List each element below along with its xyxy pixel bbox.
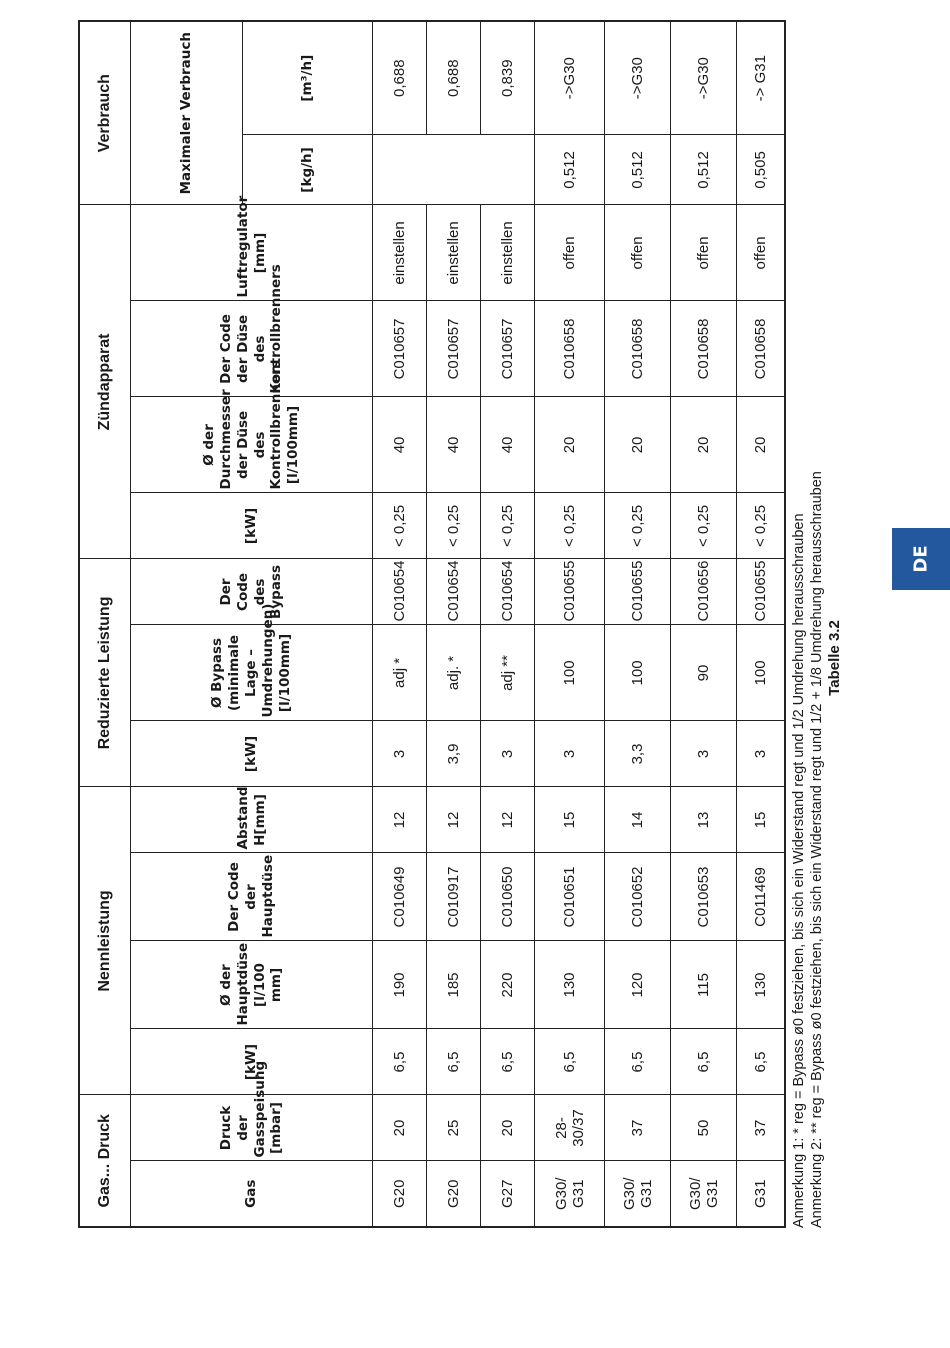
- cell-bcode: C010656: [671, 559, 737, 625]
- cell-abstand: 13: [671, 787, 737, 853]
- cell-hd: 120: [605, 941, 671, 1029]
- cell-luft: offen: [605, 205, 671, 301]
- cell-kgh: 0,512: [671, 135, 737, 205]
- cell-kw1: 6,5: [427, 1029, 481, 1095]
- cell-m3h: ->G30: [671, 21, 737, 135]
- language-label: DE: [910, 545, 932, 573]
- table-row: [737, 21, 785, 1227]
- cell-kcode: C010657: [373, 301, 427, 397]
- header-kw-zund: [kW]: [131, 493, 373, 559]
- header-luftregulator: Luftregulator [mm]: [131, 205, 373, 301]
- cell-kw3: < 0,25: [737, 493, 785, 559]
- header-maximaler-verbrauch: Maximaler Verbrauch: [131, 21, 243, 205]
- header-kontrollbrenner-code: Der Code der Düse des Kontrollbrenners: [131, 301, 373, 397]
- cell-druck: 37: [737, 1095, 785, 1161]
- header-m3h: [m³/h]: [243, 21, 373, 135]
- table-caption: Tabelle 3.2: [825, 620, 843, 696]
- cell-gas: G20: [427, 1161, 481, 1227]
- cell-hcode: C010649: [373, 853, 427, 941]
- cell-hcode: C010653: [671, 853, 737, 941]
- cell-m3h: ->G30: [605, 21, 671, 135]
- cell-bypass: adj **: [481, 625, 535, 721]
- cell-m3h: 0,688: [373, 21, 427, 135]
- cell-bypass: adj. *: [427, 625, 481, 721]
- cell-kw3: < 0,25: [605, 493, 671, 559]
- cell-kd: 20: [535, 397, 605, 493]
- header-kw-reduziert: [kW]: [131, 721, 373, 787]
- cell-gas: G20: [373, 1161, 427, 1227]
- cell-kw1: 6,5: [481, 1029, 535, 1095]
- cell-hd: 130: [535, 941, 605, 1029]
- cell-hcode: C010651: [535, 853, 605, 941]
- cell-hd: 115: [671, 941, 737, 1029]
- cell-abstand: 14: [605, 787, 671, 853]
- cell-kw2: 3: [481, 721, 535, 787]
- cell-hcode: C010652: [605, 853, 671, 941]
- header-kgh: [kg/h]: [243, 135, 373, 205]
- cell-bypass: adj *: [373, 625, 427, 721]
- cell-abstand: 15: [737, 787, 785, 853]
- language-badge: [892, 528, 950, 590]
- cell-kd: 40: [427, 397, 481, 493]
- gas-table: [78, 20, 786, 1228]
- cell-bypass: 100: [737, 625, 785, 721]
- header-kw-nenn: [kW]: [131, 1029, 373, 1095]
- note-1: Anmerkung 1: * reg = Bypass ø0 festziehen, bis sich ein Widerstand regt und 1/2 Umdrehung herausschrauben: [790, 513, 807, 1228]
- header-bypass-code: Der Code des Bypass: [131, 559, 373, 625]
- cell-m3h: 0,839: [481, 21, 535, 135]
- cell-m3h: 0,688: [427, 21, 481, 135]
- note-2: Anmerkung 2: ** reg = Bypass ø0 festziehen, bis sich ein Widerstand regt und 1/2 + 1/8 Umdrehung herausschrauben: [808, 471, 825, 1228]
- cell-kw3: < 0,25: [373, 493, 427, 559]
- cell-kcode: C010658: [605, 301, 671, 397]
- cell-bcode: C010655: [737, 559, 785, 625]
- cell-gas: G30/ G31: [535, 1161, 605, 1227]
- group-verbrauch: Verbrauch: [79, 21, 131, 205]
- cell-druck: 20: [481, 1095, 535, 1161]
- cell-bypass: 100: [535, 625, 605, 721]
- cell-hcode: C011469: [737, 853, 785, 941]
- cell-kw1: 6,5: [373, 1029, 427, 1095]
- header-hauptduese-durchmesser: Ø der Hauptdüse [l/100 mm]: [131, 941, 373, 1029]
- header-hauptduese-code: Der Code der Hauptdüse: [131, 853, 373, 941]
- cell-kd: 20: [671, 397, 737, 493]
- cell-hd: 190: [373, 941, 427, 1029]
- group-nennleistung: Nennleistung: [79, 787, 131, 1095]
- header-bypass-durchmesser: Ø Bypass (minimale Lage – Umdrehungen) [l/100mm]: [131, 625, 373, 721]
- cell-bcode: C010655: [605, 559, 671, 625]
- cell-kcode: C010658: [535, 301, 605, 397]
- cell-kd: 20: [737, 397, 785, 493]
- cell-kd: 40: [481, 397, 535, 493]
- cell-luft: einstellen: [373, 205, 427, 301]
- cell-hd: 185: [427, 941, 481, 1029]
- cell-druck: 28-30/37: [535, 1095, 605, 1161]
- cell-kcode: C010658: [737, 301, 785, 397]
- group-zundapparat: Zündapparat: [79, 205, 131, 559]
- cell-luft: offen: [535, 205, 605, 301]
- cell-abstand: 12: [481, 787, 535, 853]
- cell-gas: G30/ G31: [605, 1161, 671, 1227]
- cell-kgh: [373, 135, 535, 205]
- cell-kw2: 3: [671, 721, 737, 787]
- cell-kw3: < 0,25: [481, 493, 535, 559]
- cell-gas: G31: [737, 1161, 785, 1227]
- cell-m3h: ->G30: [535, 21, 605, 135]
- cell-abstand: 15: [535, 787, 605, 853]
- cell-kcode: C010658: [671, 301, 737, 397]
- cell-kw3: < 0,25: [671, 493, 737, 559]
- cell-bypass: 100: [605, 625, 671, 721]
- table-row: [535, 21, 605, 1227]
- cell-druck: 20: [373, 1095, 427, 1161]
- cell-kd: 20: [605, 397, 671, 493]
- cell-abstand: 12: [427, 787, 481, 853]
- cell-luft: einstellen: [481, 205, 535, 301]
- group-reduzierte-leistung: Reduzierte Leistung: [79, 559, 131, 787]
- cell-kw3: < 0,25: [427, 493, 481, 559]
- cell-bcode: C010654: [427, 559, 481, 625]
- cell-kgh: 0,512: [605, 135, 671, 205]
- cell-kw2: 3: [373, 721, 427, 787]
- group-gas-druck: Gas... Druck: [79, 1095, 131, 1227]
- cell-kd: 40: [373, 397, 427, 493]
- table-row: [373, 21, 427, 1227]
- header-gas: Gas: [131, 1161, 373, 1227]
- cell-m3h: -> G31: [737, 21, 785, 135]
- cell-kcode: C010657: [427, 301, 481, 397]
- cell-luft: offen: [737, 205, 785, 301]
- table-body: [373, 21, 785, 1227]
- cell-hd: 130: [737, 941, 785, 1029]
- rotated-table-panel: [78, 31, 843, 1228]
- table-row: [671, 21, 737, 1227]
- cell-kw2: 3: [737, 721, 785, 787]
- cell-kw1: 6,5: [535, 1029, 605, 1095]
- cell-kw2: 3,3: [605, 721, 671, 787]
- cell-druck: 37: [605, 1095, 671, 1161]
- cell-kcode: C010657: [481, 301, 535, 397]
- cell-bypass: 90: [671, 625, 737, 721]
- cell-hcode: C010917: [427, 853, 481, 941]
- notes: [790, 88, 826, 1228]
- cell-luft: einstellen: [427, 205, 481, 301]
- cell-bcode: C010654: [481, 559, 535, 625]
- cell-kw2: 3,9: [427, 721, 481, 787]
- cell-kw3: < 0,25: [535, 493, 605, 559]
- cell-druck: 50: [671, 1095, 737, 1161]
- header-abstand: Abstand H[mm]: [131, 787, 373, 853]
- cell-gas: G30/ G31: [671, 1161, 737, 1227]
- cell-kw1: 6,5: [605, 1029, 671, 1095]
- cell-luft: offen: [671, 205, 737, 301]
- cell-hcode: C010650: [481, 853, 535, 941]
- header-kontrollbrenner-durchmesser: Ø der Durchmesser der Düse des Kontrollbrenners [l/100mm]: [131, 397, 373, 493]
- cell-bcode: C010655: [535, 559, 605, 625]
- cell-hd: 220: [481, 941, 535, 1029]
- cell-kw2: 3: [535, 721, 605, 787]
- cell-abstand: 12: [373, 787, 427, 853]
- cell-druck: 25: [427, 1095, 481, 1161]
- cell-kw1: 6,5: [737, 1029, 785, 1095]
- cell-kw1: 6,5: [671, 1029, 737, 1095]
- header-druck: Druck der Gasspeisung [mbar]: [131, 1095, 373, 1161]
- table-row: [605, 21, 671, 1227]
- cell-kgh: 0,505: [737, 135, 785, 205]
- cell-kgh: 0,512: [535, 135, 605, 205]
- cell-bcode: C010654: [373, 559, 427, 625]
- cell-gas: G27: [481, 1161, 535, 1227]
